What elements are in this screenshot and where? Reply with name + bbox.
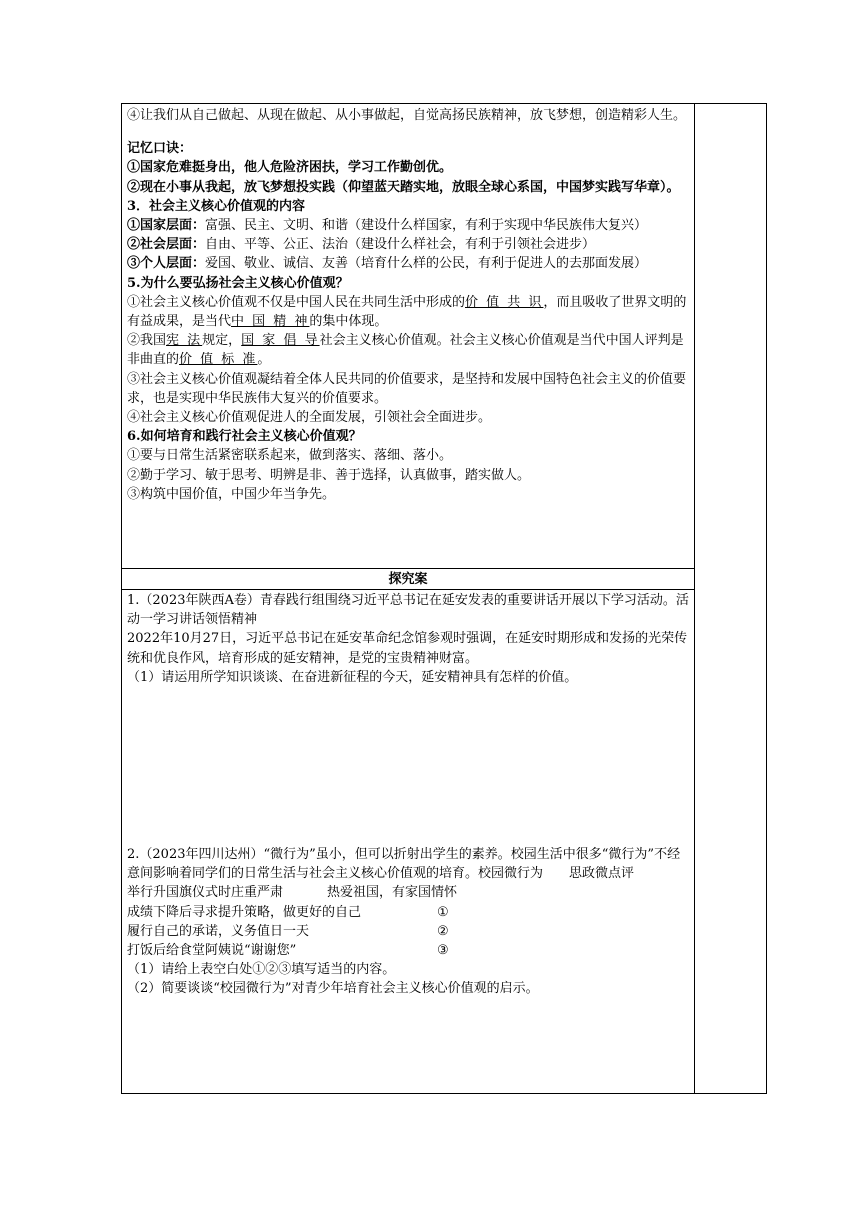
section-3-title: 3．社会主义核心价值观的内容 [127,198,306,214]
question-1-sub-1: （1）请运用所学知识谈谈、在奋进新征程的今天，延安精神具有怎样的价值。 [127,669,578,685]
question-2-sub-1: （1）请给上表空白处①②③填写适当的内容。 [127,962,396,978]
worksheet-table [121,103,767,1094]
section-6-item-1: ①要与日常生活紧密联系起来，做到落实、落细、落小。 [127,448,453,464]
section-3-item-3: ③个人层面：爱国、敬业、诚信、友善（培育什么样的公民，有利于促进人的去那面发展） [127,256,648,272]
question-2-stem: 2.（2023年四川达州）“微行为”虽小，但可以折射出学生的素养。校园生活中很多“微行为”不经意间影响着同学们的日常生活与社会主义核心价值观的培育。校园微行为 思政微点评 [127,847,681,882]
side-column-divider [694,103,695,1094]
section-6-item-2: ②勤于学习、敏于思考、明辨是非、善于选择，认真做事，踏实做人。 [127,467,531,483]
section-3-item-2: ②社会层面：自由、平等、公正、法治（建设什么样社会，有利于引领社会进步） [127,237,596,253]
behavior-row: 履行自己的承诺，义务值日一天 ② [127,923,449,939]
behavior-row: 举行升国旗仪式时庄重严肃 热爱祖国，有家国情怀 [127,885,458,901]
section-5-item-4: ④社会主义核心价值观促进人的全面发展，引领社会全面进步。 [127,410,492,426]
section-header: 探究案 [388,572,428,587]
question-2-sub-2: （2）简要谈谈“校园微行为”对青少年培育社会主义核心价值观的启示。 [127,981,539,997]
section-5-title: 5.为什么要弘扬社会主义核心价值观？ [127,275,349,291]
section-6-item-3: ③构筑中国价值，中国少年当争先。 [127,486,336,502]
section-3-item-1: ①国家层面：富强、民主、文明、和谐（建设什么样国家，有利于实现中华民族伟大复兴） [127,218,648,234]
section-5-item-1: ①社会主义核心价值观不仅是中国人民在共同生活中形成的价 值 共 识，而且吸收了世界文明的有益成果，是当代中 国 精 神的集中体现。 [127,294,687,330]
question-1 [127,591,690,687]
knowledge-section [127,106,690,504]
question-1-stem: 1.（2023年陕西A卷）青春践行组围绕习近平总书记在延安发表的重要讲话开展以下学习活动。活动一学习讲话领悟精神 [127,593,689,628]
mnemonic-title: 记忆口诀： [127,141,193,157]
question-1-material: 2022年10月27日，习近平总书记在延安革命纪念馆参观时强调，在延安时期形成和发扬的光荣传统和优良作风，培育形成的延安精神，是党的宝贵精神财富。 [127,631,688,666]
header-top-line [121,568,695,569]
header-bottom-line [121,589,695,590]
mnemonic-line-2: ②现在小事从我起，放飞梦想投实践（仰望蓝天踏实地，放眼全球心系国，中国梦实践写华章）。 [127,179,680,195]
mnemonic-line-1: ①国家危难挺身出，他人危险济困扶，学习工作勤创优。 [127,160,453,176]
behavior-row: 打饭后给食堂阿姨说“谢谢您” ③ [127,943,449,959]
section-5-item-2: ②我国宪 法规定，国 家 倡 导社会主义核心价值观。社会主义核心价值观是当代中国人评判是非曲直的价 值 标 准。 [127,333,684,368]
point-4: ④让我们从自己做起、从现在做起、从小事做起，自觉高扬民族精神，放飞梦想，创造精彩人生。 [127,108,687,123]
section-6-title: 6.如何培育和践行社会主义核心价值观？ [127,429,362,445]
question-2 [127,845,690,999]
section-5-item-3: ③社会主义核心价值观凝结着全体人民共同的价值要求，是坚持和发展中国特色社会主义的价值要求，也是实现中华民族伟大复兴的价值要求。 [127,371,687,406]
behavior-row: 成绩下降后寻求提升策略，做更好的自己 ① [127,904,449,920]
